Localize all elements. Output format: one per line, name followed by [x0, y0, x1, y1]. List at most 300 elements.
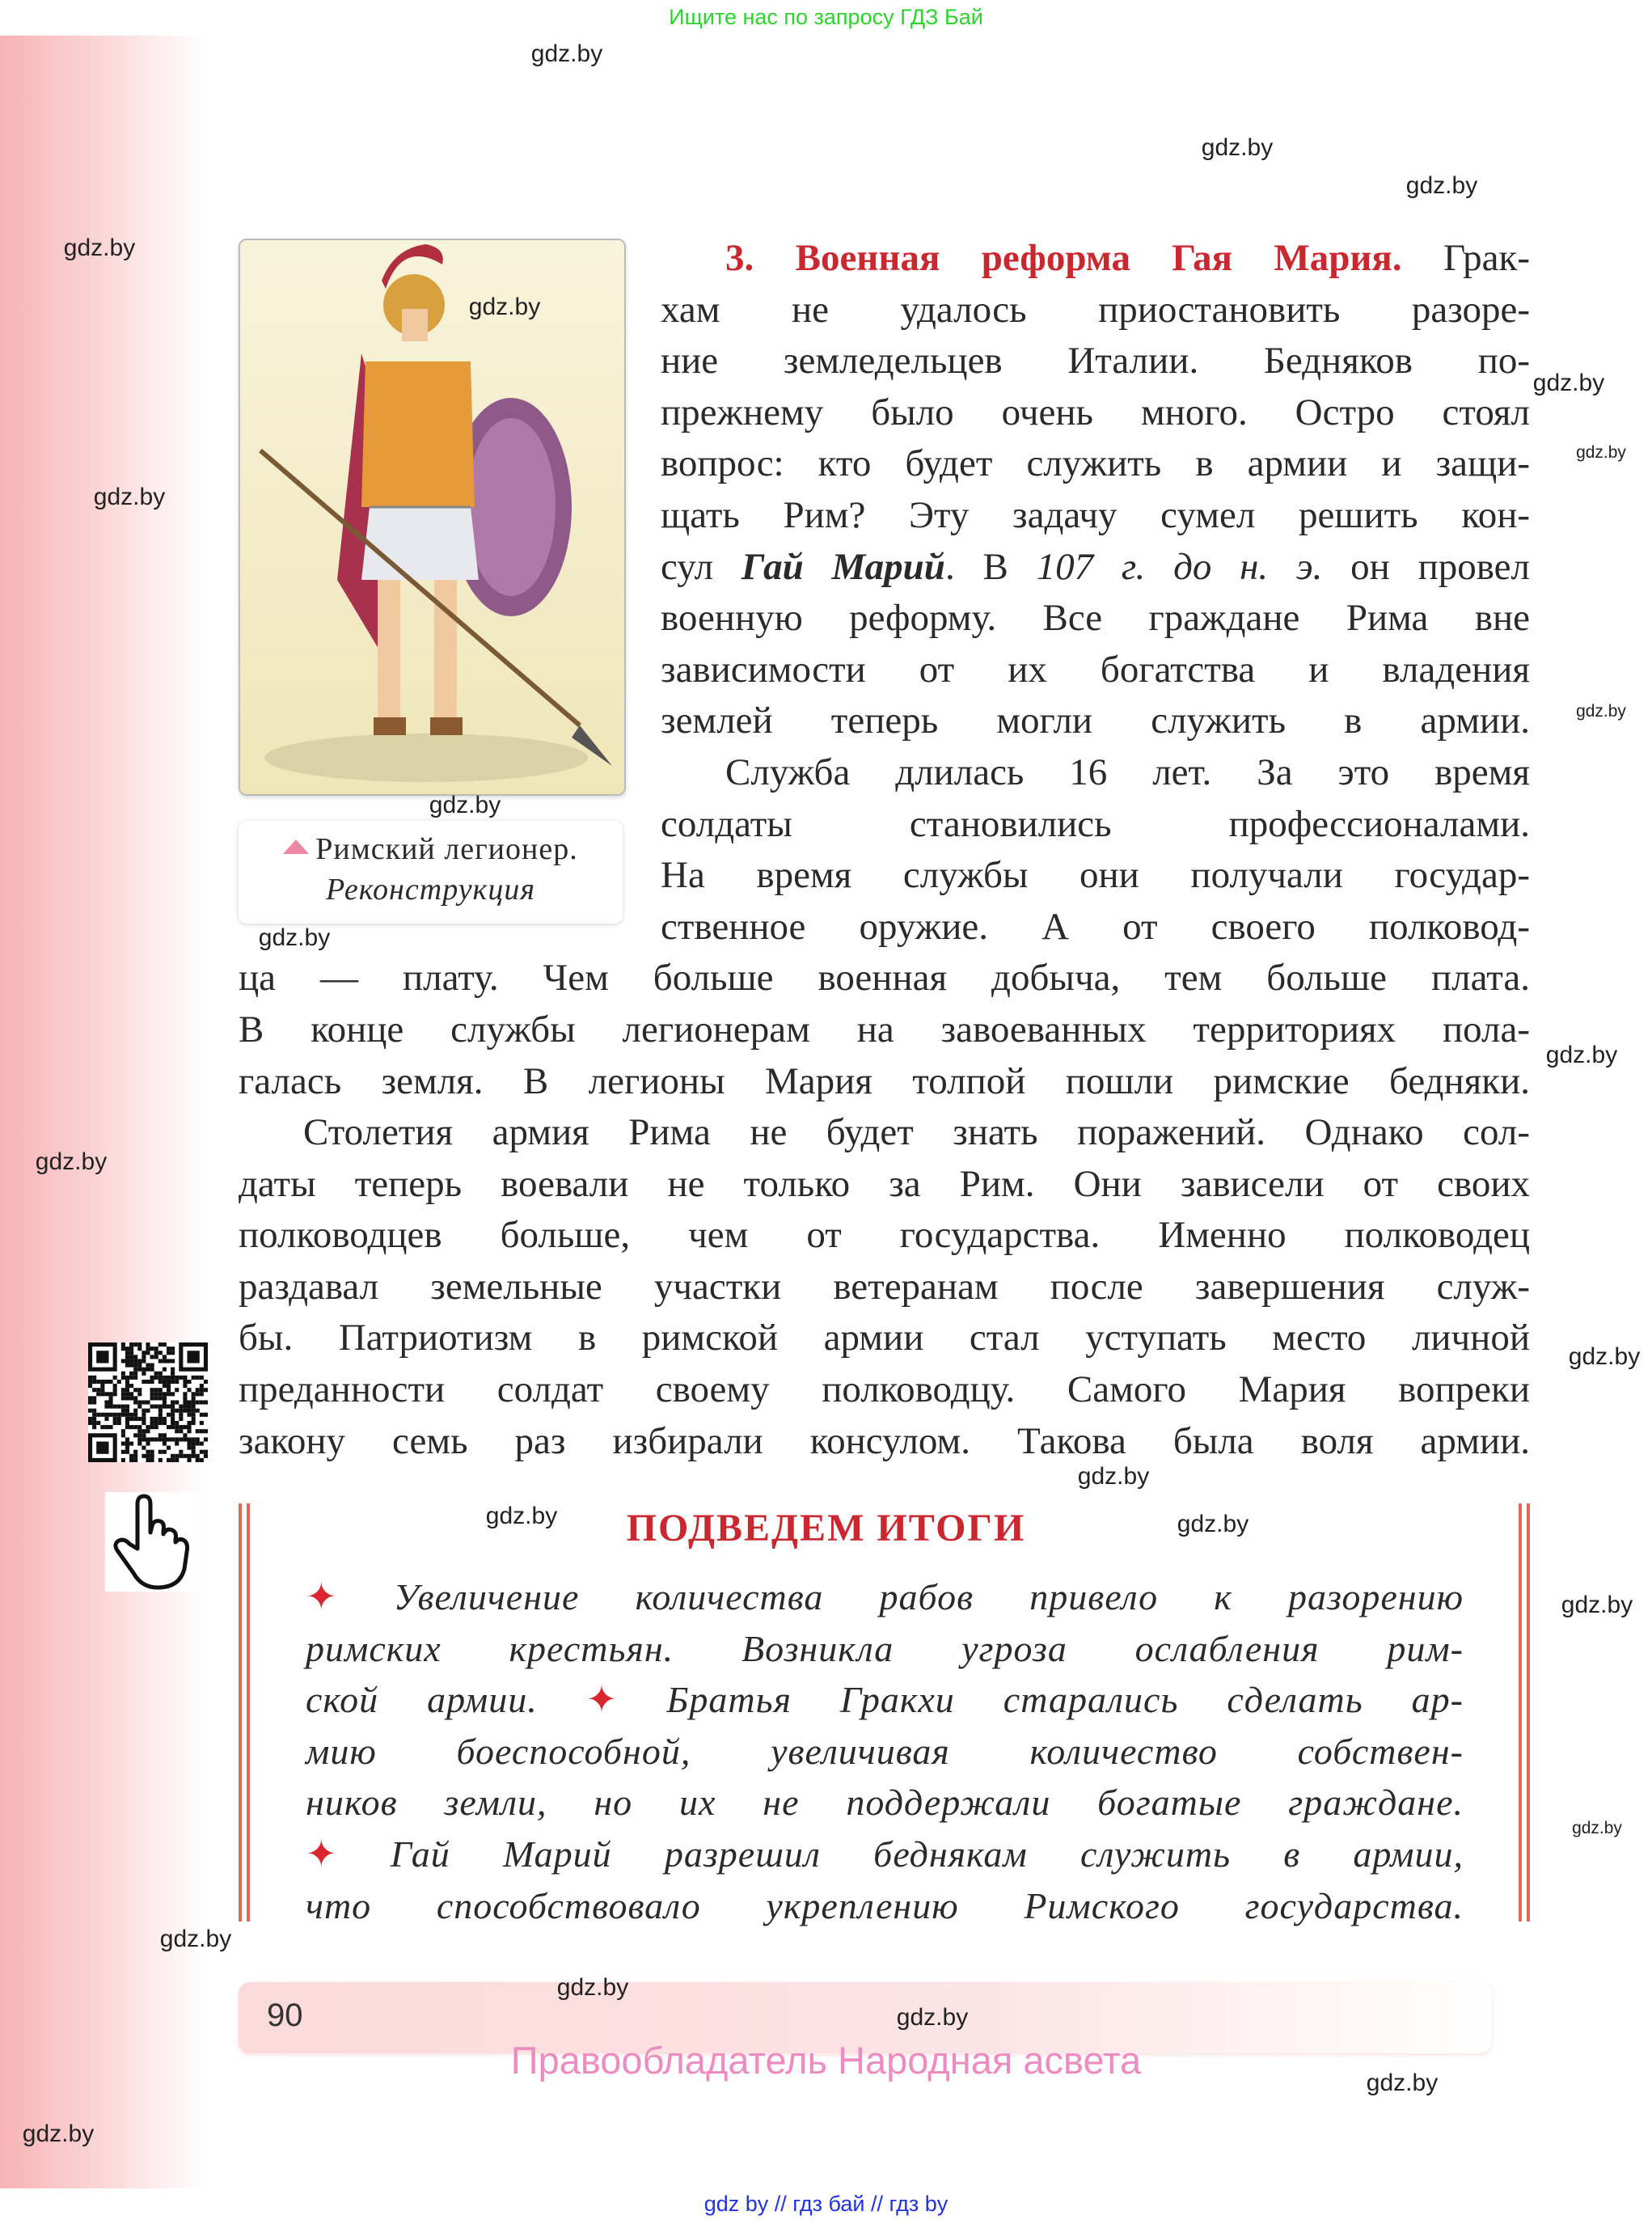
qr-module [150, 1450, 154, 1454]
qr-module [150, 1396, 154, 1400]
qr-module [121, 1405, 125, 1409]
qr-module [113, 1392, 117, 1396]
qr-module [92, 1413, 96, 1417]
qr-module [187, 1413, 191, 1417]
qr-module [150, 1405, 154, 1409]
qr-module [175, 1458, 179, 1462]
text-line [661, 233, 1530, 285]
qr-module [154, 1437, 158, 1441]
qr-module [200, 1376, 204, 1380]
qr-module [100, 1413, 104, 1417]
text-fragment: сул [661, 545, 741, 588]
qr-module [158, 1437, 163, 1441]
qr-module [196, 1454, 200, 1458]
qr-finder [96, 1351, 108, 1363]
qr-module [100, 1392, 104, 1396]
text-line: прежнему было очень много. Остро стоял [661, 391, 1530, 433]
qr-module [163, 1421, 167, 1425]
qr-module [121, 1347, 125, 1351]
qr-module [125, 1355, 129, 1359]
qr-module [175, 1425, 179, 1429]
summary-line: римских крестьян. Возникла угроза ослабления рим- [306, 1627, 1464, 1669]
text-line: ца — плату. Чем больше военная добыча, тем больше плата. [239, 957, 1530, 1000]
qr-module [192, 1396, 196, 1400]
qr-module [146, 1380, 150, 1384]
qr-module [158, 1376, 163, 1380]
qr-module [121, 1433, 125, 1437]
summary-line: мию боеспособной, увеличивая количество собствен- [306, 1730, 1464, 1772]
qr-module [88, 1421, 92, 1425]
qr-module [142, 1400, 146, 1404]
qr-module [167, 1425, 171, 1429]
qr-module [88, 1417, 92, 1421]
qr-module [92, 1396, 96, 1400]
qr-module [117, 1421, 121, 1425]
qr-module [125, 1413, 129, 1417]
qr-module [187, 1446, 191, 1450]
qr-module [133, 1425, 137, 1429]
qr-module [150, 1421, 154, 1425]
qr-module [187, 1388, 191, 1392]
qr-module [163, 1433, 167, 1437]
qr-module [146, 1429, 150, 1433]
summary-line [306, 1829, 1464, 1880]
qr-module [92, 1380, 96, 1384]
qr-module [154, 1417, 158, 1421]
qr-module [171, 1413, 175, 1417]
text-line: закону семь раз избирали консулом. Такова была воля армии. [239, 1419, 1530, 1462]
qr-module [163, 1450, 167, 1454]
qr-module [192, 1454, 196, 1458]
watermark: gdz.by [1077, 1463, 1150, 1490]
qr-module [142, 1359, 146, 1363]
qr-module [167, 1380, 171, 1384]
qr-module [109, 1400, 113, 1404]
qr-module [133, 1368, 137, 1372]
qr-module [104, 1380, 108, 1384]
watermark: gdz.by [1576, 443, 1626, 462]
qr-finder [187, 1351, 199, 1363]
qr-module [158, 1409, 163, 1413]
qr-module [171, 1437, 175, 1441]
qr-module [163, 1405, 167, 1409]
qr-module [117, 1380, 121, 1384]
qr-module [183, 1454, 187, 1458]
qr-module [113, 1405, 117, 1409]
qr-module [200, 1392, 204, 1396]
text-line: вопрос: кто будет служить в армии и защи- [661, 442, 1530, 485]
star-bullet-icon: ✦ [585, 1679, 619, 1721]
qr-module [187, 1454, 191, 1458]
qr-module [133, 1342, 137, 1347]
qr-module [192, 1400, 196, 1404]
qr-module [146, 1400, 150, 1404]
qr-module [179, 1450, 183, 1454]
qr-module [179, 1454, 183, 1458]
qr-module [196, 1437, 200, 1441]
qr-module [88, 1409, 92, 1413]
qr-module [125, 1437, 129, 1441]
text-line: преданности солдат своему полководцу. Самого Мария вопреки [239, 1368, 1530, 1411]
star-bullet-icon: ✦ [306, 1576, 338, 1617]
qr-module [187, 1421, 191, 1425]
text-fragment: ской армии. [306, 1679, 538, 1721]
qr-module [137, 1347, 142, 1351]
watermark: gdz.by [1532, 370, 1605, 396]
star-bullet-icon: ✦ [306, 1833, 338, 1875]
qr-module [129, 1417, 133, 1421]
qr-module [133, 1388, 137, 1392]
qr-module [200, 1421, 204, 1425]
qr-module [187, 1409, 191, 1413]
section-heading: 3. Военная реформа Гая Мария. [725, 237, 1402, 279]
qr-module [163, 1359, 167, 1363]
qr-module [154, 1355, 158, 1359]
qr-module [96, 1421, 100, 1425]
qr-module [92, 1409, 96, 1413]
qr-finder [96, 1441, 108, 1453]
watermark: gdz.by [1572, 1819, 1622, 1837]
qr-module [187, 1437, 191, 1441]
qr-module [192, 1409, 196, 1413]
qr-module [142, 1351, 146, 1355]
watermark: gdz.by [1201, 134, 1274, 161]
qr-module [200, 1441, 204, 1445]
qr-module [175, 1388, 179, 1392]
qr-module [125, 1441, 129, 1445]
qr-module [196, 1388, 200, 1392]
qr-module [142, 1355, 146, 1359]
qr-module [154, 1351, 158, 1355]
qr-module [125, 1450, 129, 1454]
qr-module [187, 1380, 191, 1384]
qr-module [200, 1429, 204, 1433]
qr-module [88, 1396, 92, 1400]
qr-module [192, 1392, 196, 1396]
qr-module [133, 1450, 137, 1454]
qr-module [171, 1376, 175, 1380]
qr-module [137, 1425, 142, 1429]
text-line: даты теперь воевали не только за Рим. Они зависели от своих [239, 1162, 1530, 1205]
qr-module [187, 1425, 191, 1429]
qr-module [167, 1388, 171, 1392]
qr-module [137, 1441, 142, 1445]
qr-module [154, 1347, 158, 1351]
qr-module [100, 1380, 104, 1384]
qr-module [196, 1458, 200, 1462]
qr-module [92, 1376, 96, 1380]
qr-module [129, 1347, 133, 1351]
text-line: бы. Патриотизм в римской армии стал уступать место личной [239, 1317, 1530, 1359]
qr-module [175, 1441, 179, 1445]
qr-module [142, 1372, 146, 1376]
qr-module [167, 1351, 171, 1355]
caption-title: Римский легионер. [315, 832, 578, 866]
qr-module [183, 1425, 187, 1429]
qr-module [100, 1425, 104, 1429]
text-fragment: . В [944, 545, 1037, 588]
qr-module [158, 1372, 163, 1376]
qr-module [154, 1405, 158, 1409]
qr-module [142, 1409, 146, 1413]
qr-module [133, 1413, 137, 1417]
qr-module [96, 1380, 100, 1384]
qr-module [146, 1342, 150, 1347]
watermark: gdz.by [468, 294, 541, 320]
qr-module [92, 1425, 96, 1429]
qr-module [142, 1437, 146, 1441]
qr-module [121, 1413, 125, 1417]
qr-module [183, 1376, 187, 1380]
qr-module [183, 1433, 187, 1437]
qr-module [163, 1380, 167, 1384]
summary-right-border [1519, 1503, 1530, 1922]
qr-module [167, 1446, 171, 1450]
qr-module [192, 1446, 196, 1450]
qr-module [150, 1376, 154, 1380]
qr-module [158, 1405, 163, 1409]
qr-module [171, 1421, 175, 1425]
qr-module [179, 1413, 183, 1417]
qr-module [133, 1372, 137, 1376]
watermark: gdz.by [63, 235, 136, 261]
watermark: gdz.by [1177, 1511, 1249, 1537]
qr-module [109, 1392, 113, 1396]
qr-module [137, 1400, 142, 1404]
qr-module [88, 1400, 92, 1404]
qr-module [129, 1396, 133, 1400]
qr-module [192, 1417, 196, 1421]
text-line: солдаты становились профессионалами. [661, 802, 1530, 845]
qr-module [142, 1417, 146, 1421]
qr-module [137, 1392, 142, 1396]
qr-module [146, 1441, 150, 1445]
qr-module [125, 1425, 129, 1429]
watermark: gdz.by [22, 2120, 95, 2147]
qr-module [129, 1384, 133, 1388]
qr-module [200, 1388, 204, 1392]
qr-module [192, 1421, 196, 1425]
qr-module [121, 1458, 125, 1462]
qr-module [183, 1437, 187, 1441]
qr-module [88, 1384, 92, 1388]
qr-module [158, 1351, 163, 1355]
qr-module [163, 1417, 167, 1421]
watermark: gdz.by [258, 924, 331, 951]
site-links[interactable]: gdz by // гдз бай // гдз by [703, 2192, 949, 2216]
qr-module [163, 1396, 167, 1400]
qr-module [150, 1388, 154, 1392]
qr-module [146, 1409, 150, 1413]
qr-module [142, 1380, 146, 1384]
watermark: gdz.by [1366, 2070, 1439, 2096]
qr-module [129, 1413, 133, 1417]
qr-module [92, 1417, 96, 1421]
qr-module [129, 1376, 133, 1380]
qr-module [171, 1372, 175, 1376]
qr-module [113, 1413, 117, 1417]
qr-module [163, 1342, 167, 1347]
qr-module [133, 1400, 137, 1404]
qr-module [167, 1359, 171, 1363]
page-margin-strip [0, 36, 206, 2188]
qr-module [125, 1347, 129, 1351]
qr-module [196, 1409, 200, 1413]
qr-module [104, 1405, 108, 1409]
qr-module [167, 1347, 171, 1351]
qr-module [204, 1429, 208, 1433]
qr-module [146, 1364, 150, 1368]
qr-module [129, 1392, 133, 1396]
qr-module [92, 1421, 96, 1425]
text-line: ственное оружие. А от своего полковод- [661, 905, 1530, 948]
qr-module [142, 1446, 146, 1450]
qr-module [125, 1351, 129, 1355]
text-line: ние земледельцев Италии. Бедняков по- [661, 340, 1530, 383]
qr-module [154, 1372, 158, 1376]
qr-module [158, 1413, 163, 1417]
qr-module [109, 1413, 113, 1417]
qr-module [146, 1437, 150, 1441]
qr-module [125, 1392, 129, 1396]
qr-module [125, 1409, 129, 1413]
qr-module [167, 1413, 171, 1417]
qr-module [167, 1458, 171, 1462]
qr-module [167, 1384, 171, 1388]
text-line: землей теперь могли служить в армии. [661, 700, 1530, 742]
qr-module [171, 1359, 175, 1363]
qr-module [163, 1376, 167, 1380]
text-fragment: Увеличение количества рабов привело к разорению [393, 1576, 1464, 1617]
text-line: полководцев больше, чем от государства. Именно полководец [239, 1214, 1530, 1257]
qr-module [192, 1450, 196, 1454]
qr-module [96, 1392, 100, 1396]
qr-module [125, 1405, 129, 1409]
qr-module [204, 1380, 208, 1384]
qr-module [137, 1405, 142, 1409]
qr-module [167, 1437, 171, 1441]
qr-module [158, 1380, 163, 1384]
qr-module [137, 1433, 142, 1437]
qr-module [96, 1388, 100, 1392]
qr-module [204, 1400, 208, 1404]
qr-module [179, 1405, 183, 1409]
qr-module [175, 1454, 179, 1458]
summary-body [306, 1571, 1464, 1931]
qr-module [129, 1458, 133, 1462]
qr-module [179, 1437, 183, 1441]
qr-module [129, 1355, 133, 1359]
qr-module [171, 1392, 175, 1396]
qr-module [171, 1368, 175, 1372]
qr-module [133, 1396, 137, 1400]
watermark: gdz.by [1405, 172, 1478, 199]
watermark: gdz.by [1568, 1343, 1641, 1370]
qr-module [137, 1359, 142, 1363]
qr-module [158, 1392, 163, 1396]
qr-module [179, 1425, 183, 1429]
summary-line [306, 1571, 1464, 1623]
qr-module [142, 1429, 146, 1433]
qr-module [158, 1342, 163, 1347]
qr-module [187, 1405, 191, 1409]
qr-module [167, 1405, 171, 1409]
qr-module [175, 1376, 179, 1380]
qr-module [133, 1454, 137, 1458]
qr-module [167, 1376, 171, 1380]
page-number: 90 [267, 1998, 303, 2033]
qr-code[interactable] [88, 1342, 208, 1462]
qr-module [104, 1400, 108, 1404]
qr-module [183, 1396, 187, 1400]
qr-module [133, 1355, 137, 1359]
text-fragment: Грак- [1401, 237, 1530, 279]
qr-module [125, 1417, 129, 1421]
qr-module [104, 1392, 108, 1396]
qr-module [104, 1413, 108, 1417]
qr-module [158, 1433, 163, 1437]
qr-module [179, 1409, 183, 1413]
qr-module [200, 1450, 204, 1454]
qr-module [171, 1351, 175, 1355]
text-line: галась земля. В легионы Мария толпой пошли римские бедняки. [239, 1059, 1530, 1102]
qr-module [125, 1384, 129, 1388]
qr-module [204, 1437, 208, 1441]
qr-module [163, 1441, 167, 1445]
qr-module [109, 1396, 113, 1400]
text-line: Служба длилась 16 лет. За это время [725, 750, 1530, 793]
qr-module [88, 1380, 92, 1384]
qr-module [154, 1396, 158, 1400]
qr-module [192, 1437, 196, 1441]
qr-module [133, 1417, 137, 1421]
qr-module [154, 1425, 158, 1429]
qr-module [137, 1417, 142, 1421]
qr-module [92, 1388, 96, 1392]
qr-module [154, 1421, 158, 1425]
qr-module [125, 1396, 129, 1400]
qr-module [187, 1400, 191, 1404]
qr-module [142, 1433, 146, 1437]
qr-module [121, 1392, 125, 1396]
qr-module [150, 1392, 154, 1396]
qr-module [125, 1446, 129, 1450]
qr-module [154, 1376, 158, 1380]
qr-module [121, 1450, 125, 1454]
qr-module [204, 1454, 208, 1458]
qr-module [192, 1441, 196, 1445]
qr-module [196, 1400, 200, 1404]
text-line: раздавал земельные участки ветеранам после завершения служ- [239, 1265, 1530, 1308]
qr-module [150, 1437, 154, 1441]
qr-module [183, 1405, 187, 1409]
qr-module [171, 1417, 175, 1421]
qr-module [196, 1392, 200, 1396]
qr-module [175, 1380, 179, 1384]
qr-module [192, 1405, 196, 1409]
watermark: gdz.by [896, 2004, 969, 2031]
qr-module [104, 1425, 108, 1429]
qr-module [137, 1429, 142, 1433]
qr-module [175, 1429, 179, 1433]
text-line: зависимости от их богатства и владения [661, 648, 1530, 691]
qr-module [125, 1364, 129, 1368]
qr-module [129, 1441, 133, 1445]
qr-module [158, 1359, 163, 1363]
qr-module [192, 1413, 196, 1417]
qr-module [187, 1458, 191, 1462]
qr-module [163, 1392, 167, 1396]
